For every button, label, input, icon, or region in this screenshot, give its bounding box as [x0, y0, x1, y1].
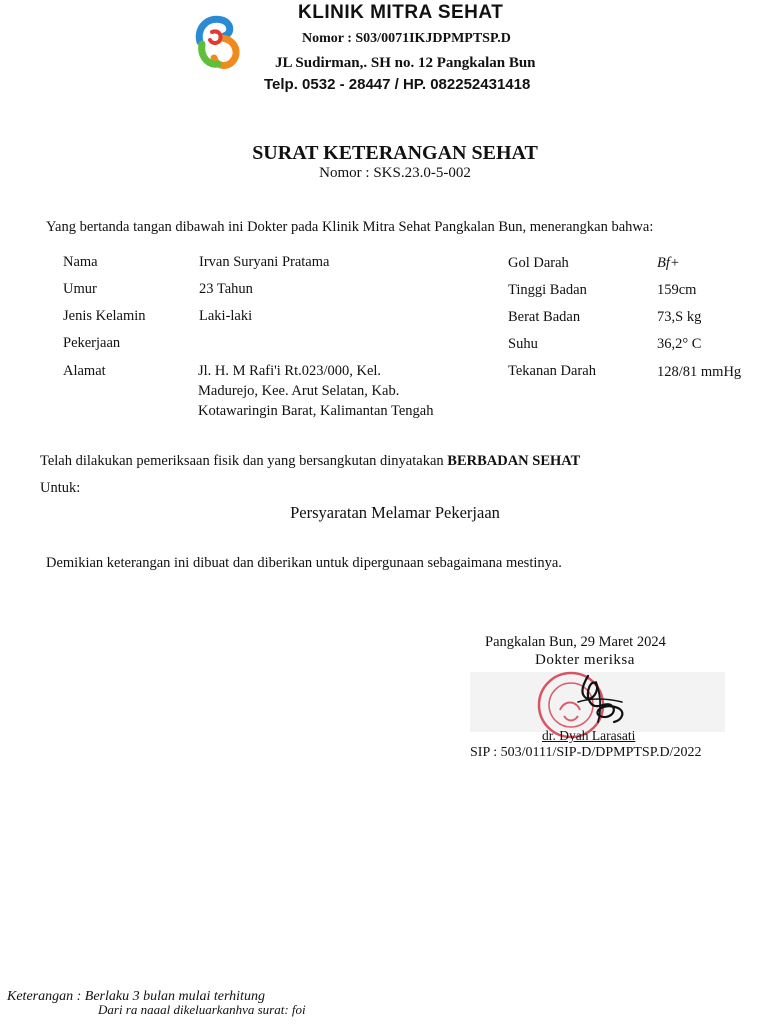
vital-label-weight: Berat Badan — [508, 309, 581, 325]
field-label-name: Nama — [63, 254, 98, 270]
signature-role: Dokter meriksa — [535, 652, 635, 668]
doctor-sip-number: SIP : 503/0111/SIP-D/DPMPTSP.D/2022 — [470, 745, 702, 760]
vital-value-temperature: 36,2° C — [657, 336, 702, 352]
vital-value-blood-pressure: 128/81 mmHg — [657, 364, 742, 380]
vital-label-blood-type: Gol Darah — [508, 255, 569, 271]
vital-label-height: Tinggi Badan — [508, 282, 587, 298]
health-statement — [40, 453, 580, 470]
signature-place-date: Pangkalan Bun, 29 Maret 2024 — [485, 634, 666, 650]
field-label-address: Alamat — [63, 363, 106, 379]
statement-emphasis: BERBADAN SEHAT — [447, 453, 581, 469]
clinic-license-number: Nomor : S03/0071IKJDPMPTSP.D — [302, 31, 511, 46]
clinic-phone: Telp. 0532 - 28447 / HP. 082252431418 — [264, 76, 531, 93]
field-label-age: Umur — [63, 281, 97, 297]
vital-label-blood-pressure: Tekanan Darah — [508, 363, 596, 379]
vital-value-blood-type: Bf+ — [657, 255, 680, 271]
field-value-gender: Laki-laki — [199, 308, 253, 324]
field-label-gender: Jenis Kelamin — [63, 308, 146, 324]
field-value-address-line-1: Jl. H. M Rafi'i Rt.023/000, Kel. — [198, 363, 382, 379]
issuance-note: Dari ra naaal dikeluarkanhva surat: foi — [98, 1002, 306, 1017]
purpose-prefix: Persyaratan — [290, 503, 372, 522]
document-title: SURAT KETERANGAN SEHAT — [252, 142, 538, 164]
clinic-address: JL Sudirman,. SH no. 12 Pangkalan Bun — [275, 55, 536, 71]
purpose-main: Melamar Pekerjaan — [371, 503, 500, 522]
statement-text: Telah dilakukan pemeriksaan fisik dan yang bersangkutan dinyatakan — [40, 453, 448, 469]
doctor-signature — [560, 672, 640, 730]
doctor-name: dr. Dyah Larasati — [542, 728, 636, 743]
validity-note: Keterangan : Berlaku 3 bulan mulai terhitung — [7, 989, 265, 1004]
field-value-address-line-2: Madurejo, Kee. Arut Selatan, Kab. — [198, 383, 400, 399]
clinic-logo — [192, 12, 244, 72]
field-value-address-line-3: Kotawaringin Barat, Kalimantan Tengah — [198, 403, 434, 419]
vital-value-height: 159cm — [657, 282, 697, 298]
purpose-label: Untuk: — [40, 480, 81, 496]
vital-value-weight: 73,S kg — [657, 309, 702, 325]
purpose-text — [0, 503, 768, 523]
field-value-age: 23 Tahun — [199, 281, 253, 297]
document-number: Nomor : SKS.23.0-5-002 — [319, 165, 471, 181]
clinic-name: KLINIK MITRA SEHAT — [298, 2, 504, 23]
intro-paragraph: Yang bertanda tangan dibawah ini Dokter pada Klinik Mitra Sehat Pangkalan Bun, menerangkan bahwa: — [46, 219, 654, 235]
closing-paragraph: Demikian keterangan ini dibuat dan diberikan untuk dipergunaan sebagaimana mestinya. — [46, 555, 562, 571]
vital-label-temperature: Suhu — [508, 336, 538, 352]
field-label-occupation: Pekerjaan — [63, 335, 121, 351]
field-value-name: Irvan Suryani Pratama — [199, 254, 330, 270]
